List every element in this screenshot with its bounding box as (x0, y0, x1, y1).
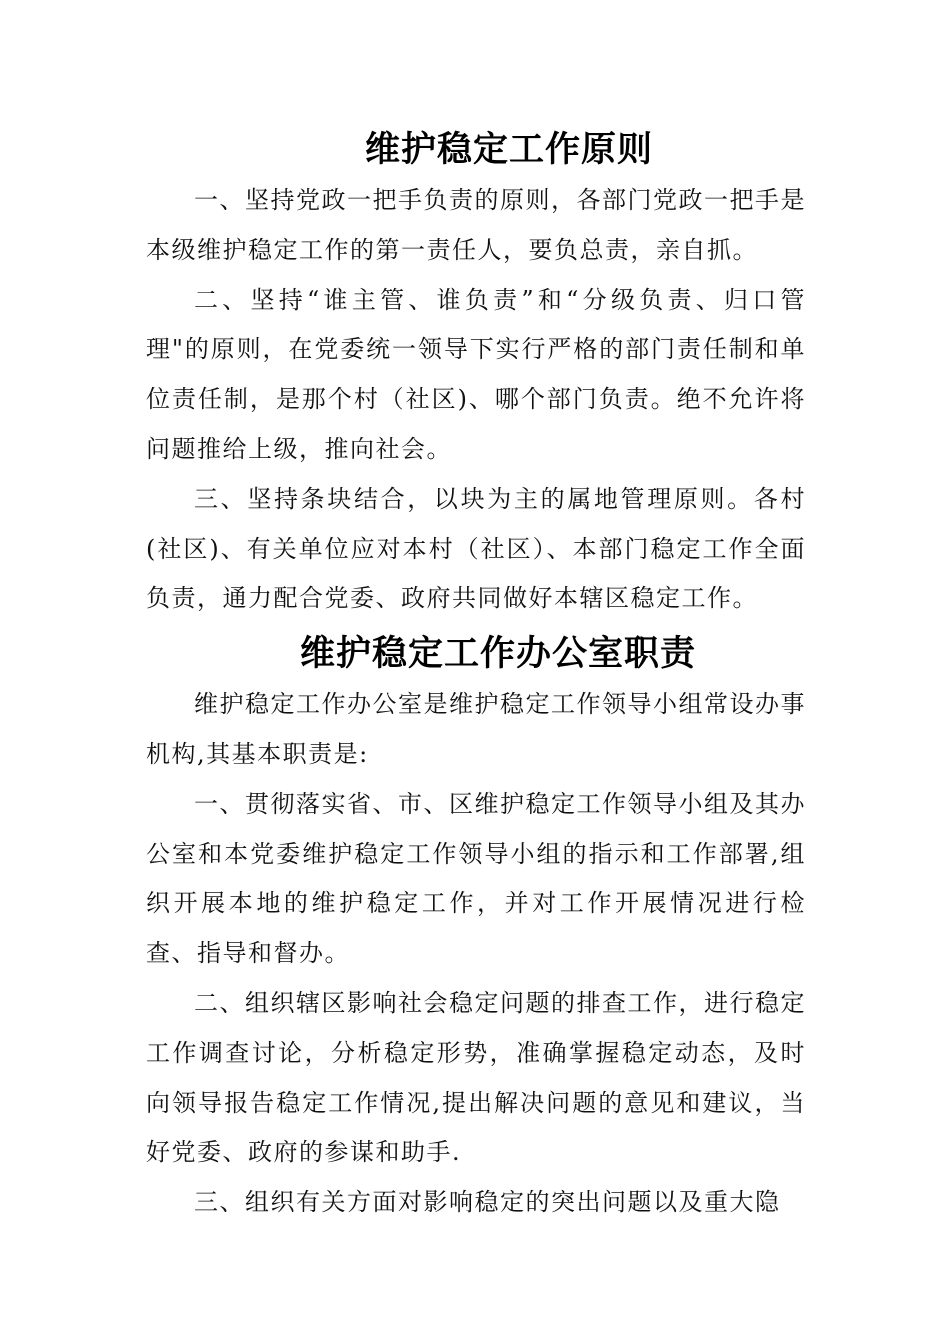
principle-paragraph-2: 二、坚持“谁主管、谁负责”和“分级负责、归口管理"的原则，在党委统一领导下实行严格的部门责任制和单位责任制，是那个村（社区)、哪个部门负责。绝不允许将问题推给上级，推向社会。 (146, 285, 806, 463)
principle-paragraph-3: 三、坚持条块结合，以块为主的属地管理原则。各村(社区)、有关单位应对本村（社区）、本部门稳定工作全面负责，通力配合党委、政府共同做好本辖区稳定工作。 (146, 484, 806, 613)
principle-paragraph-1: 一、坚持党政一把手负责的原则，各部门党政一把手是本级维护稳定工作的第一责任人，要负总责，亲自抓。 (146, 186, 806, 264)
duty-paragraph-2: 二、组织辖区影响社会稳定问题的排查工作，进行稳定工作调查讨论，分析稳定形势，准确掌握稳定动态，及时向领导报告稳定工作情况,提出解决问题的意见和建议，当好党委、政府的参谋和助手. (146, 988, 806, 1167)
document-page (146, 126, 806, 1228)
section-title-principles: 维护稳定工作原则 (364, 129, 653, 170)
duties-intro-paragraph: 维护稳定工作办公室是维护稳定工作领导小组常设办事机构,其基本职责是: (146, 690, 806, 768)
duty-paragraph-1: 一、贯彻落实省、市、区维护稳定工作领导小组及其办公室和本党委维护稳定工作领导小组的指示和工作部署,组织开展本地的维护稳定工作，并对工作开展情况进行检查、指导和督办。 (146, 789, 806, 968)
section-title-office-duties: 维护稳定工作办公室职责 (299, 633, 696, 675)
duty-paragraph-3: 三、组织有关方面对影响稳定的突出问题以及重大隐 (194, 1188, 781, 1217)
